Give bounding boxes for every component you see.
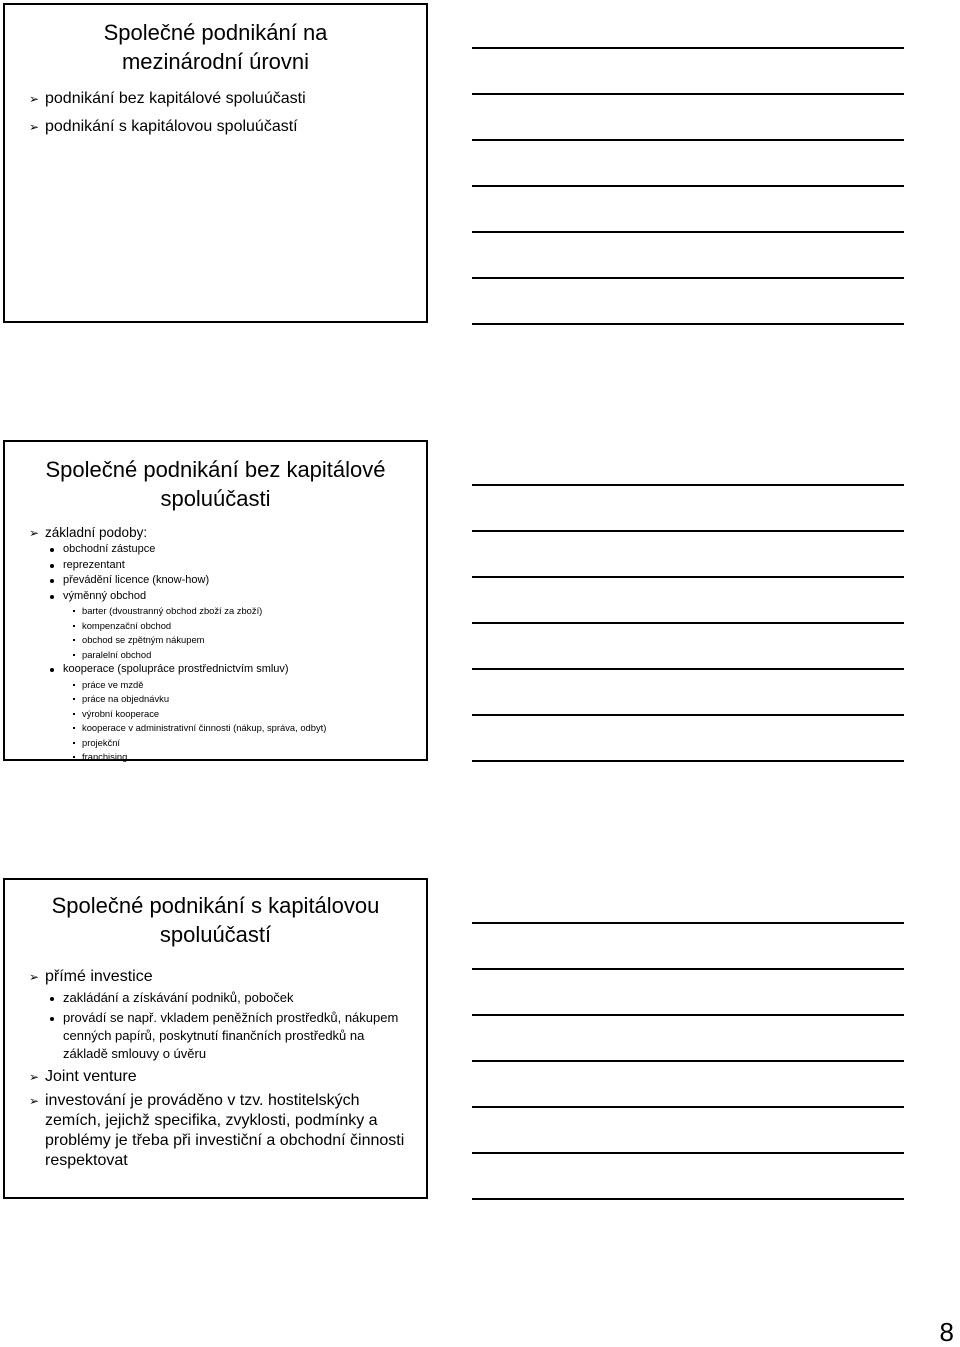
note-line	[472, 185, 904, 187]
square-bullet-icon	[73, 713, 75, 715]
item-text: přímé investice	[45, 968, 153, 985]
note-line	[472, 668, 904, 670]
title-line-2: spoluúčasti	[160, 486, 271, 511]
sub-sub-item-text: barter (dvoustranný obchod zboží za zboží)	[82, 605, 263, 616]
sub-item-text: zakládání a získávání podniků, poboček	[63, 990, 294, 1005]
sub-sub-item	[5, 750, 426, 765]
sub-sub-item-text: práce na objednávku	[82, 693, 170, 704]
arrow-bullet-icon: ➢	[29, 1094, 40, 1108]
title-line-1: Společné podnikání na	[103, 20, 328, 45]
item-text: podnikání s kapitálovou spoluúčastí	[45, 118, 298, 135]
sub-sub-item-text: práce ve mzdě	[82, 678, 144, 690]
item-text: podnikání bez kapitálové spoluúčasti	[45, 90, 306, 107]
slide-title	[5, 880, 426, 949]
sub-item	[5, 989, 426, 1007]
slide-title	[5, 442, 426, 513]
note-line	[472, 922, 904, 924]
sub-item-text: výměnný obchod	[63, 589, 147, 602]
list-item	[5, 967, 426, 987]
sub-sub-item-text: výrobní kooperace	[82, 707, 160, 719]
sub-sub-item	[5, 604, 426, 619]
sub-sub-item	[5, 692, 426, 707]
sub-sub-item-text: projekční	[82, 736, 121, 748]
sub-sub-item	[5, 721, 426, 736]
arrow-bullet-icon: ➢	[29, 526, 40, 540]
slide-3	[3, 878, 428, 1199]
sub-sub-item-text: paralelní obchod	[82, 648, 152, 660]
sub-item-text: reprezentant	[63, 558, 125, 571]
arrow-bullet-icon: ➢	[29, 970, 40, 984]
sub-sub-item	[5, 633, 426, 648]
title-line-1: Společné podnikání s kapitálovou	[51, 893, 380, 918]
list-item	[5, 524, 426, 542]
note-line	[472, 622, 904, 624]
sub-item	[5, 1009, 426, 1063]
page-number: 8	[939, 1317, 954, 1347]
dot-bullet-icon	[50, 579, 54, 583]
dot-bullet-icon	[50, 668, 54, 672]
sub-sub-item-text: franchising	[82, 751, 128, 762]
list-item	[5, 1091, 426, 1171]
dot-bullet-icon	[50, 548, 54, 552]
dot-bullet-icon	[50, 1017, 54, 1021]
note-line	[472, 323, 904, 325]
note-line	[472, 484, 904, 486]
sub-item-text: obchodní zástupce	[63, 543, 156, 555]
note-line	[472, 93, 904, 95]
sub-item-text: kooperace (spolupráce prostřednictvím smluv)	[63, 663, 289, 675]
note-line	[472, 231, 904, 233]
note-line	[472, 1014, 904, 1016]
note-line	[472, 968, 904, 970]
note-line	[472, 1198, 904, 1200]
note-line	[472, 760, 904, 762]
sub-item-text: provádí se např. vkladem peněžních prostředků, nákupem cenných papírů, poskytnutí finančních prostředků na základě smlouvy o úvěru	[63, 1010, 399, 1061]
sub-sub-item-text: obchod se zpětným nákupem	[82, 634, 205, 645]
sub-item	[5, 573, 426, 589]
sub-sub-item-text: kooperace v administrativní činnosti (nákup, správa, odbyt)	[82, 722, 327, 733]
arrow-bullet-icon: ➢	[29, 92, 40, 106]
square-bullet-icon	[73, 742, 75, 744]
note-line	[472, 1152, 904, 1154]
square-bullet-icon	[73, 684, 75, 686]
square-bullet-icon	[73, 610, 75, 612]
note-line	[472, 1106, 904, 1108]
sub-item-text: převádění licence (know-how)	[63, 574, 210, 586]
sub-sub-item	[5, 648, 426, 663]
item-text: Joint venture	[45, 1068, 137, 1085]
sub-sub-item-text: kompenzační obchod	[82, 619, 172, 631]
arrow-bullet-icon: ➢	[29, 120, 40, 134]
slide-2	[3, 440, 428, 761]
note-line	[472, 576, 904, 578]
sub-item	[5, 662, 426, 678]
title-line-2: spoluúčastí	[159, 922, 272, 947]
item-text: základní podoby:	[45, 525, 148, 540]
slide-1	[3, 3, 428, 323]
slide-title	[5, 5, 426, 76]
square-bullet-icon	[73, 727, 75, 729]
square-bullet-icon	[73, 654, 75, 656]
list-item	[5, 117, 426, 137]
sub-item	[5, 542, 426, 558]
note-line	[472, 714, 904, 716]
list-item	[5, 89, 426, 109]
note-line	[472, 530, 904, 532]
dot-bullet-icon	[50, 997, 54, 1001]
note-line	[472, 139, 904, 141]
title-line-2: mezinárodní úrovni	[121, 49, 310, 74]
note-line	[472, 277, 904, 279]
square-bullet-icon	[73, 639, 75, 641]
note-line	[472, 1060, 904, 1062]
square-bullet-icon	[73, 625, 75, 627]
sub-sub-item	[5, 707, 426, 722]
list-item	[5, 1067, 426, 1087]
sub-sub-item	[5, 619, 426, 634]
dot-bullet-icon	[50, 595, 54, 599]
dot-bullet-icon	[50, 564, 54, 568]
sub-sub-item	[5, 736, 426, 751]
sub-sub-item	[5, 678, 426, 693]
sub-item	[5, 589, 426, 605]
title-line-1: Společné podnikání bez kapitálové	[45, 457, 386, 482]
square-bullet-icon	[73, 698, 75, 700]
square-bullet-icon	[73, 756, 75, 758]
note-line	[472, 47, 904, 49]
arrow-bullet-icon: ➢	[29, 1070, 40, 1084]
item-text: investování je prováděno v tzv. hostitelských zemích, jejichž specifika, zvyklosti, podmínky a problémy je třeba při investiční a obchodní činnosti respektovat	[45, 1092, 405, 1169]
sub-item	[5, 558, 426, 574]
